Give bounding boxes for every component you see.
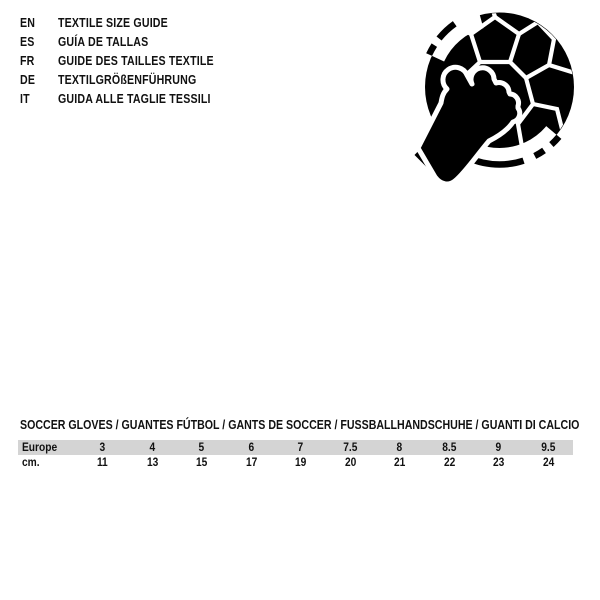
language-code: IT [20, 91, 30, 106]
language-row [20, 70, 241, 89]
size-table-title [20, 418, 600, 433]
size-cell: 3 [99, 440, 106, 454]
language-row [20, 32, 241, 51]
size-table [18, 440, 573, 470]
size-cell: 15 [196, 455, 208, 469]
language-label: GUIDA ALLE TAGLIE TESSILI [58, 91, 211, 106]
language-row [20, 89, 241, 108]
size-cell: 7.5 [343, 440, 358, 454]
size-cell: 11 [97, 455, 109, 469]
language-label: GUIDE DES TAILLES TEXTILE [58, 53, 214, 68]
size-cell: 13 [146, 455, 158, 469]
size-cell: 19 [295, 455, 307, 469]
size-cell: 22 [443, 455, 455, 469]
row-label: cm. [22, 455, 40, 469]
language-label: TEXTILGRÖßENFÜHRUNG [58, 72, 197, 87]
size-cell: 23 [493, 455, 505, 469]
size-cell: 4 [149, 440, 156, 454]
language-row [20, 13, 241, 32]
language-label: GUÍA DE TALLAS [58, 34, 149, 49]
language-label: TEXTILE SIZE GUIDE [58, 15, 168, 30]
glove-ball-icon-svg [405, 5, 585, 200]
size-cell: 9 [495, 440, 502, 454]
glove-ball-icon [405, 5, 585, 200]
language-row [20, 51, 241, 70]
size-cell: 21 [394, 455, 406, 469]
size-cell: 7 [297, 440, 304, 454]
language-code: FR [20, 53, 35, 68]
size-cell: 9.5 [541, 440, 556, 454]
size-cell: 8 [396, 440, 403, 454]
size-cell: 24 [542, 455, 554, 469]
size-table-title-text: SOCCER GLOVES / GUANTES FÚTBOL / GANTS DE SOCCER / FUSSBALLHANDSCHUHE / GUANTI DI CALCIO [20, 418, 580, 432]
size-cell: 8.5 [442, 440, 457, 454]
row-label: Europe [22, 440, 58, 454]
size-cell: 5 [198, 440, 205, 454]
language-list [20, 13, 241, 108]
size-cell: 20 [344, 455, 356, 469]
size-cell: 17 [245, 455, 257, 469]
size-row-cm [18, 455, 573, 470]
language-code: ES [20, 34, 35, 49]
size-cell: 6 [248, 440, 255, 454]
language-code: EN [20, 15, 36, 30]
language-code: DE [20, 72, 36, 87]
size-row-europe [18, 440, 573, 455]
